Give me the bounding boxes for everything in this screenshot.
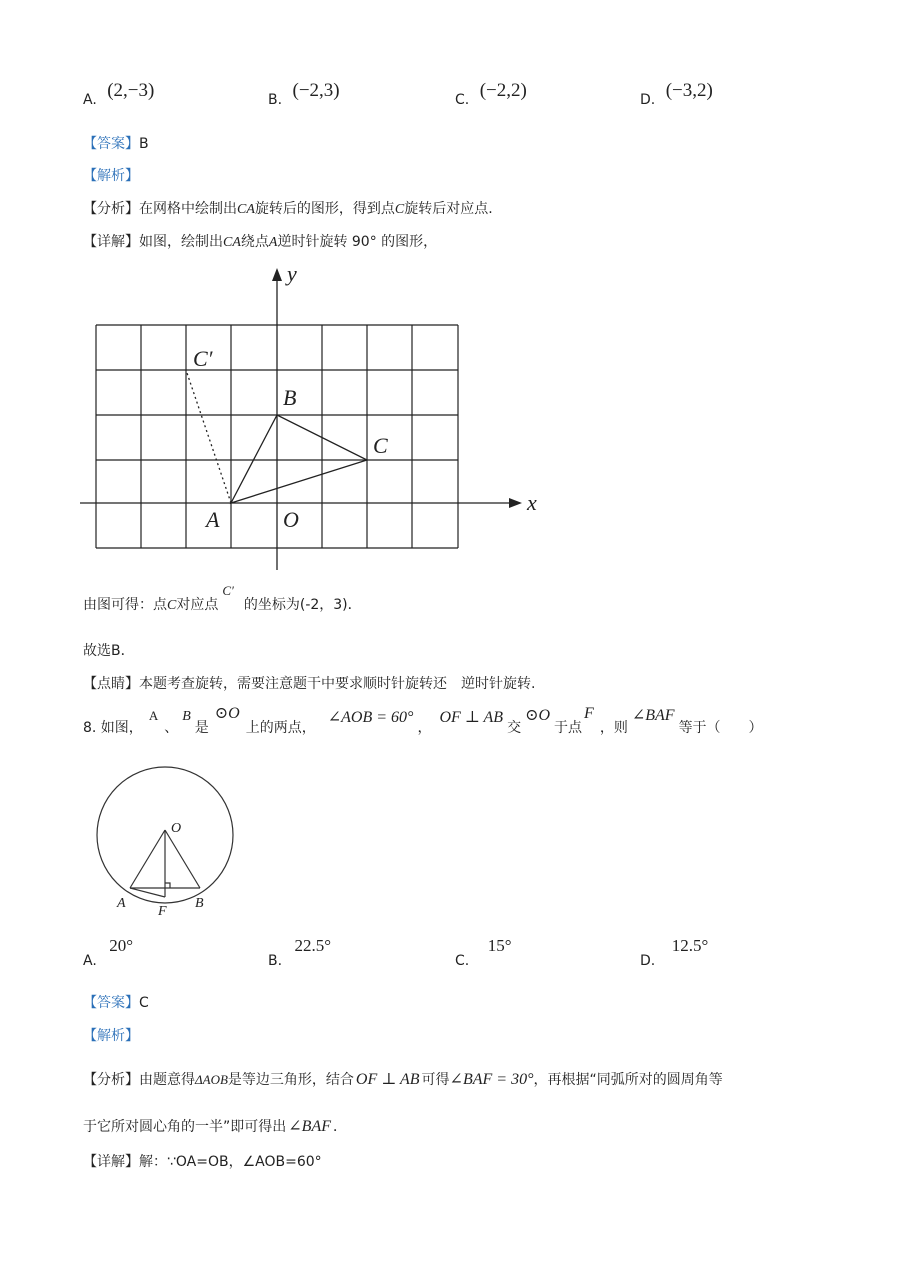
option-value: 15°	[487, 936, 512, 955]
text: 可得	[421, 1072, 450, 1088]
q7-result	[83, 583, 362, 614]
option-letter: B.	[268, 953, 283, 969]
point-b-label: B	[283, 385, 297, 410]
q7-dianjing	[83, 673, 535, 693]
option-letter: A.	[83, 953, 97, 969]
math: ΔAOB	[195, 1072, 228, 1087]
text: 是	[194, 720, 209, 736]
dianjing-tag: 【点睛】	[83, 676, 139, 692]
fenxi-tag: 【分析】	[83, 201, 139, 217]
math: ∠BAF	[288, 1118, 331, 1135]
text: ．	[333, 1119, 347, 1135]
option-letter: A.	[83, 92, 97, 108]
answer-value: C	[139, 995, 149, 1011]
grid-rotation-figure	[0, 0, 909, 600]
point-a-label: A	[206, 507, 220, 532]
point-o-label: O	[283, 507, 299, 532]
option-value: (−2,2)	[479, 80, 527, 101]
q7-jiexi-tag: 【解析】	[83, 168, 139, 184]
text: 是等边三角形，结合	[227, 1072, 354, 1088]
option-letter: B.	[268, 92, 283, 108]
point-c-prime-label: C′	[193, 346, 213, 371]
option-value: (−3,2)	[665, 80, 713, 101]
option-value: (2,−3)	[107, 80, 155, 101]
text: 上的两点，	[245, 720, 316, 736]
math: CA	[223, 235, 241, 250]
text: 绕点	[240, 234, 269, 250]
text: 旋转后的图形，得到点	[254, 201, 395, 217]
point-f: F	[584, 705, 594, 722]
text: 于它所对圆心角的一半”即可得出	[83, 1119, 287, 1135]
option-letter: C.	[455, 953, 470, 969]
dianjing-text: 本题考查旋转，需要注意题干中要求顺时针旋转还 逆时针旋转.	[139, 676, 536, 692]
q8-stem	[83, 705, 763, 736]
q7-conclusion: 故选B．	[83, 643, 135, 659]
point-a: A	[148, 708, 159, 723]
answer-value: B	[139, 136, 149, 152]
option-value: 12.5°	[671, 936, 709, 955]
q8-option-b	[268, 936, 332, 970]
math: CA	[237, 202, 255, 217]
circle-o: ⊙O	[214, 705, 240, 722]
math: C′	[222, 583, 234, 598]
x-axis-arrow	[509, 498, 522, 508]
text: 于点	[554, 720, 583, 736]
option-value: 20°	[109, 936, 134, 955]
x-axis-label: x	[527, 490, 537, 515]
text: ，再根据“同弧所对的圆周角等	[533, 1072, 723, 1088]
q8-answer	[83, 992, 149, 1012]
text: 等于（ ）	[678, 720, 763, 736]
math: C	[394, 202, 405, 217]
q8-xiangjie	[83, 1151, 322, 1171]
y-axis-label: y	[287, 261, 297, 286]
q8-option-a	[83, 936, 134, 970]
text: 、	[164, 720, 179, 736]
label-a: A	[117, 896, 126, 911]
q8-jiexi-tag: 【解析】	[83, 1028, 139, 1044]
answer-tag: 【答案】	[83, 136, 139, 152]
circle-o: ⊙O	[525, 707, 551, 724]
point-b: B	[182, 709, 191, 724]
label-o: O	[171, 821, 182, 836]
question-number: 8. 如图，	[83, 720, 143, 736]
triangle-aob	[130, 830, 200, 897]
option-letter: D.	[640, 92, 656, 108]
perp-relation: OF ⊥ AB	[439, 709, 504, 726]
fenxi-tag: 【分析】	[83, 1072, 139, 1088]
math: OF ⊥ AB	[355, 1071, 420, 1088]
q8-option-d	[640, 936, 709, 970]
xiangjie-tag: 【详解】	[83, 1154, 139, 1170]
option-value: 22.5°	[294, 936, 332, 955]
text: 由图可得：点	[83, 597, 167, 613]
label-f: F	[158, 904, 167, 919]
circle-figure	[0, 740, 300, 930]
text: 如图，绘制出	[139, 234, 223, 250]
option-value: (−2,3)	[292, 80, 340, 101]
angle-aob: ∠AOB = 60°	[327, 709, 414, 726]
math: C	[167, 598, 177, 613]
option-letter: C.	[455, 92, 470, 108]
y-axis-arrow	[272, 268, 282, 281]
point-c-label: C	[373, 433, 388, 458]
q8-option-c	[455, 936, 512, 970]
triangle-abc	[231, 415, 367, 503]
q8-fenxi-line2	[83, 1116, 347, 1136]
label-b: B	[195, 896, 204, 911]
text: 逆时针旋转 90° 的图形，	[277, 234, 438, 250]
q8-fenxi-line1	[83, 1069, 723, 1089]
angle-baf: ∠BAF	[631, 707, 675, 724]
text: 旋转后对应点.	[404, 201, 493, 217]
text: 交	[507, 720, 522, 736]
text: 由题意得	[139, 1072, 195, 1088]
text: 在网格中绘制出	[139, 201, 237, 217]
segment-ac-prime	[186, 370, 231, 503]
text: 的坐标为(-2，3)．	[243, 597, 362, 613]
option-letter: D.	[640, 953, 656, 969]
answer-tag: 【答案】	[83, 995, 139, 1011]
math: A	[268, 235, 278, 250]
math: ∠BAF = 30°	[449, 1071, 534, 1088]
text: 对应点	[176, 597, 219, 613]
text: ，则	[599, 720, 628, 736]
text: ，	[417, 720, 432, 736]
xiangjie-text: 解：∵OA=OB，∠AOB=60°	[139, 1154, 322, 1170]
xiangjie-tag: 【详解】	[83, 234, 139, 250]
